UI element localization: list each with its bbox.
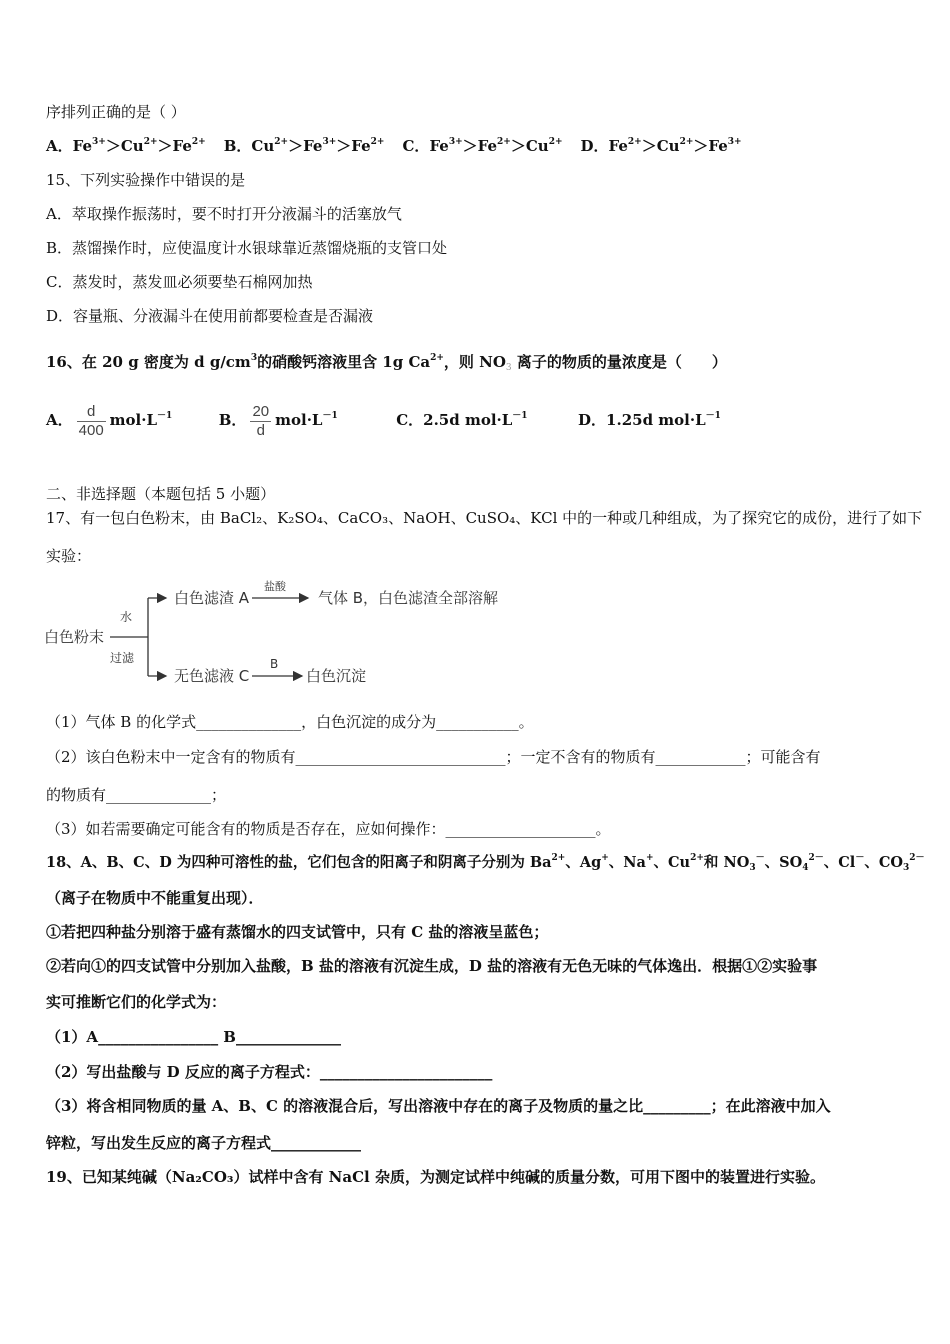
q17-stem-cont: 实验：: [46, 547, 92, 565]
fraction-20-over-d: $\frac{20}{d}$: [252, 402, 270, 439]
diagram-water-label: 水: [120, 610, 133, 624]
q15-option-c: C．蒸发时，蒸发皿必须要垫石棉网加热: [46, 273, 313, 291]
q15-option-a: A．萃取操作振荡时，要不时打开分液漏斗的活塞放气: [46, 205, 402, 223]
q18-statement-1: ①若把四种盐分别溶于盛有蒸馏水的四支试管中，只有 C 盐的溶液呈蓝色；: [46, 923, 549, 941]
q17-stem: 17、有一包白色粉末，由 BaCl₂、K₂SO₄、CaCO₃、NaOH、CuSO₄、KCl 中的一种或几种组成，为了探究它的成份，进行了如下: [46, 509, 923, 527]
q17-part2-cont: 的物质有______________；: [46, 786, 227, 804]
q18-part3: （3）将含相同物质的量 A、B、C 的溶液混合后，写出溶液中存在的离子及物质的量之比_________；在此溶液中加入: [46, 1097, 831, 1115]
q16-option-d: D．1.25d $mol\cdot L^{-1}$: [578, 411, 721, 429]
q18-stem: 18、A、B、C、D 为四种可溶性的盐，它们包含的阳离子和阴离子分别为 $Ba^{2+}$、Ag+、Na+、$Cu^{2+}$和 $NO_3^-$、$SO_4^{2-}$、Cl－、$CO_3^{2-}$: [46, 853, 925, 873]
q18-stem-cont: （离子在物质中不能重复出现）．: [46, 889, 264, 907]
q18-statement-2-cont: 实可推断它们的化学式为：: [46, 993, 227, 1011]
diagram-filter-label: 过滤: [110, 651, 135, 665]
diagram-top-result: 气体 B，白色滤渣全部溶解: [318, 589, 499, 607]
q14-option-b: B．$Cu^{2+}>Fe^{3+}>Fe^{2+}$: [223, 137, 385, 155]
q15-option-b: B．蒸馏操作时，应使温度计水银球靠近蒸馏烧瓶的支管口处: [46, 239, 448, 257]
q18-part3-cont: 锌粒，写出发生反应的离子方程式____________: [46, 1134, 362, 1152]
q15-stem: 15、下列实验操作中错误的是: [46, 171, 246, 189]
q14-option-c: C．$Fe^{3+}>Fe^{2+}>Cu^{2+}$: [402, 137, 563, 155]
q16-option-a: A． $\frac{d}{400}$ $mol\cdot L^{-1}$: [46, 402, 173, 439]
q17-part1: （1）气体 B 的化学式______________，白色沉淀的成分为___________。: [46, 713, 534, 731]
q14-stem: 序排列正确的是（ ）: [46, 103, 186, 121]
fraction-d-over-400: $\frac{d}{400}$: [78, 402, 104, 439]
q18-statement-2: ②若向①的四支试管中分别加入盐酸，B 盐的溶液有沉淀生成，D 盐的溶液有无色无味的气体逸出．根据①②实验事: [46, 957, 818, 975]
q17-part3: （3）如若需要确定可能含有的物质是否存在，应如何操作：____________________。: [46, 820, 611, 838]
diagram-hcl-label: 盐酸: [264, 580, 286, 593]
q18-part2: （2）写出盐酸与 D 反应的离子方程式：_______________________: [46, 1063, 493, 1081]
q15-option-d: D．容量瓶、分液漏斗在使用前都要检查是否漏液: [46, 307, 374, 325]
q16-stem: 16、在 20 g 密度为 d $g/cm^3$的硝酸钙溶液里含 1g $Ca^{2+}$，则 $NO_3$ 离子的物质的量浓度是（ ）: [46, 353, 727, 373]
q14-option-a: A．$Fe^{3+}>Cu^{2+}>Fe^{2+}$: [46, 137, 206, 155]
q17-flow-diagram: [40, 576, 510, 696]
q18-part1: （1）A________________ B______________: [46, 1028, 341, 1046]
q14-options: [46, 136, 760, 156]
q19-stem: 19、已知某纯碱（Na₂CO₃）试样中含有 NaCl 杂质，为测定试样中纯碱的质量分数，可用下图中的装置进行实验。: [46, 1168, 825, 1186]
diagram-top-node: 白色滤渣 A: [174, 589, 250, 607]
q16-option-c: C．2.5d $mol\cdot L^{-1}$: [396, 411, 528, 429]
diagram-bottom-node: 无色滤液 C: [174, 667, 250, 685]
q14-option-d: D．$Fe^{2+}>Cu^{2+}>Fe^{3+}$: [580, 137, 742, 155]
q16-options: [46, 398, 721, 442]
diagram-b-label: B: [270, 657, 279, 671]
section-heading: 二、非选择题（本题包括 5 小题）: [46, 485, 276, 503]
q17-part2: （2）该白色粉末中一定含有的物质有____________________________；一定不含有的物质有____________；可能含有: [46, 748, 821, 766]
diagram-start: 白色粉末: [44, 628, 105, 646]
q16-option-b: B． $\frac{20}{d}$ $mol\cdot L^{-1}$: [218, 402, 338, 439]
diagram-bottom-result: 白色沉淀: [306, 667, 367, 685]
